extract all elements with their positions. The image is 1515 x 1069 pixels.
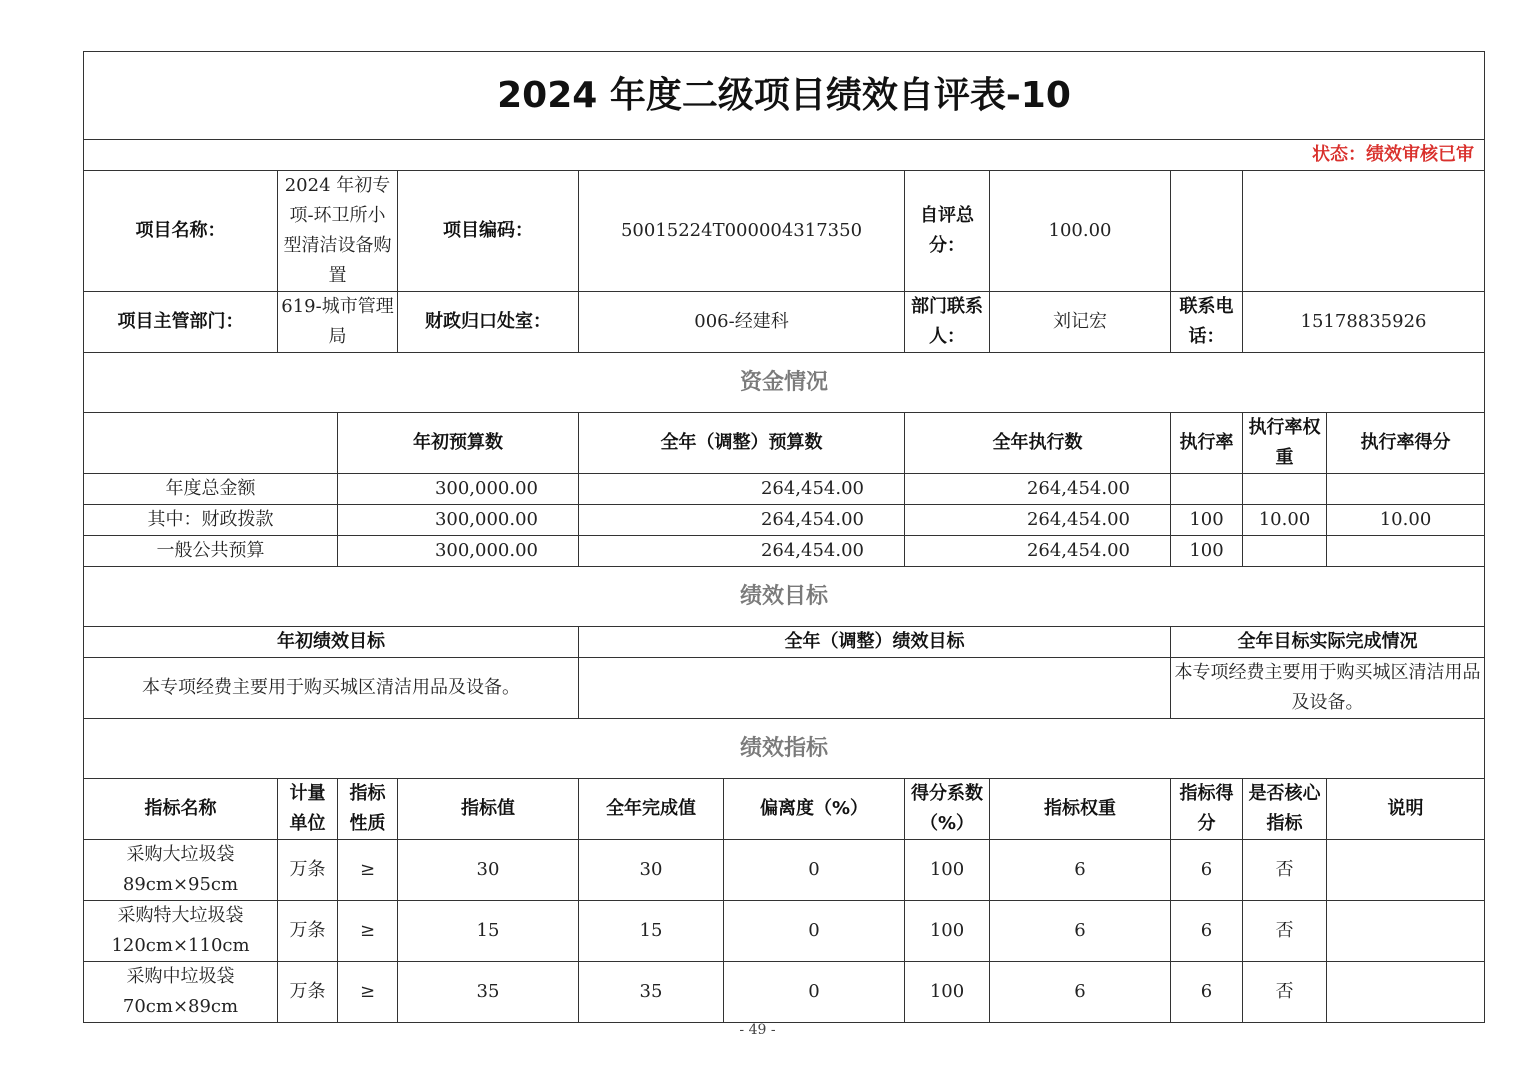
ind-score: 6 bbox=[1171, 962, 1243, 1023]
ind-coef: 100 bbox=[905, 840, 990, 901]
ind-unit: 万条 bbox=[278, 962, 338, 1023]
ind-weight: 6 bbox=[990, 840, 1171, 901]
ind-coef: 100 bbox=[905, 962, 990, 1023]
ind-header-unit: 计量单位 bbox=[278, 779, 338, 840]
ind-weight: 6 bbox=[990, 962, 1171, 1023]
ind-actual: 35 bbox=[579, 962, 724, 1023]
ind-target: 30 bbox=[398, 840, 579, 901]
ind-header-note: 说明 bbox=[1327, 779, 1485, 840]
funds-executed: 264,454.00 bbox=[905, 505, 1171, 536]
ind-nature: ≥ bbox=[338, 840, 398, 901]
funds-weight bbox=[1243, 474, 1327, 505]
status-text: 状态：绩效审核已审 bbox=[84, 140, 1485, 171]
ind-header-coef: 得分系数（%） bbox=[905, 779, 990, 840]
funds-adjusted: 264,454.00 bbox=[579, 474, 905, 505]
funds-section-title: 资金情况 bbox=[84, 353, 1485, 413]
ind-header-score: 指标得分 bbox=[1171, 779, 1243, 840]
indicator-row bbox=[84, 840, 1485, 901]
empty-cell bbox=[1243, 171, 1485, 292]
funds-header-score: 执行率得分 bbox=[1327, 413, 1485, 474]
ind-score: 6 bbox=[1171, 840, 1243, 901]
ind-target: 15 bbox=[398, 901, 579, 962]
ind-weight: 6 bbox=[990, 901, 1171, 962]
ind-nature: ≥ bbox=[338, 962, 398, 1023]
ind-deviation: 0 bbox=[724, 901, 905, 962]
project-name-label: 项目名称： bbox=[84, 171, 278, 292]
ind-unit: 万条 bbox=[278, 840, 338, 901]
funds-adjusted: 264,454.00 bbox=[579, 505, 905, 536]
dept-label: 项目主管部门： bbox=[84, 292, 278, 353]
self-score-label: 自评总分： bbox=[905, 171, 990, 292]
ind-deviation: 0 bbox=[724, 962, 905, 1023]
funds-initial: 300,000.00 bbox=[338, 474, 579, 505]
goals-actual-text: 本专项经费主要用于购买城区清洁用品及设备。 bbox=[1171, 658, 1485, 719]
ind-core: 否 bbox=[1243, 901, 1327, 962]
ind-target: 35 bbox=[398, 962, 579, 1023]
phone-label: 联系电话： bbox=[1171, 292, 1243, 353]
goals-initial-text: 本专项经费主要用于购买城区清洁用品及设备。 bbox=[84, 658, 579, 719]
funds-header-blank bbox=[84, 413, 338, 474]
indicator-row bbox=[84, 962, 1485, 1023]
ind-actual: 15 bbox=[579, 901, 724, 962]
ind-unit: 万条 bbox=[278, 901, 338, 962]
funds-row bbox=[84, 505, 1485, 536]
ind-header-nature: 指标性质 bbox=[338, 779, 398, 840]
funds-header-weight: 执行率权重 bbox=[1243, 413, 1327, 474]
funds-row bbox=[84, 536, 1485, 567]
ind-header-weight: 指标权重 bbox=[990, 779, 1171, 840]
phone-value: 15178835926 bbox=[1243, 292, 1485, 353]
goals-header-initial: 年初绩效目标 bbox=[84, 627, 579, 658]
ind-header-core: 是否核心指标 bbox=[1243, 779, 1327, 840]
ind-note bbox=[1327, 840, 1485, 901]
funds-executed: 264,454.00 bbox=[905, 536, 1171, 567]
goals-header-adjusted: 全年（调整）绩效目标 bbox=[579, 627, 1171, 658]
goals-header-actual: 全年目标实际完成情况 bbox=[1171, 627, 1485, 658]
funds-header-executed: 全年执行数 bbox=[905, 413, 1171, 474]
goals-section-title: 绩效目标 bbox=[84, 567, 1485, 627]
dept-value: 619-城市管理局 bbox=[278, 292, 398, 353]
funds-score: 10.00 bbox=[1327, 505, 1485, 536]
project-name-value: 2024 年初专项-环卫所小型清洁设备购置 bbox=[278, 171, 398, 292]
funds-initial: 300,000.00 bbox=[338, 505, 579, 536]
ind-core: 否 bbox=[1243, 962, 1327, 1023]
contact-value: 刘记宏 bbox=[990, 292, 1171, 353]
goals-adjusted-text bbox=[579, 658, 1171, 719]
funds-header-adjusted: 全年（调整）预算数 bbox=[579, 413, 905, 474]
ind-name: 采购中垃圾袋 70cm×89cm bbox=[84, 962, 278, 1023]
contact-label: 部门联系人： bbox=[905, 292, 990, 353]
ind-note bbox=[1327, 962, 1485, 1023]
ind-nature: ≥ bbox=[338, 901, 398, 962]
funds-weight bbox=[1243, 536, 1327, 567]
page-title: 2024 年度二级项目绩效自评表-10 bbox=[84, 52, 1485, 140]
funds-rate: 100 bbox=[1171, 505, 1243, 536]
funds-rate: 100 bbox=[1171, 536, 1243, 567]
evaluation-table bbox=[83, 51, 1485, 1023]
funds-executed: 264,454.00 bbox=[905, 474, 1171, 505]
funds-weight: 10.00 bbox=[1243, 505, 1327, 536]
ind-name: 采购大垃圾袋 89cm×95cm bbox=[84, 840, 278, 901]
funds-row-label: 一般公共预算 bbox=[84, 536, 338, 567]
finance-office-label: 财政归口处室： bbox=[398, 292, 579, 353]
ind-score: 6 bbox=[1171, 901, 1243, 962]
funds-score bbox=[1327, 474, 1485, 505]
funds-row-label: 其中：财政拨款 bbox=[84, 505, 338, 536]
ind-coef: 100 bbox=[905, 901, 990, 962]
funds-header-initial: 年初预算数 bbox=[338, 413, 579, 474]
empty-cell bbox=[1171, 171, 1243, 292]
funds-score bbox=[1327, 536, 1485, 567]
ind-core: 否 bbox=[1243, 840, 1327, 901]
funds-initial: 300,000.00 bbox=[338, 536, 579, 567]
ind-header-actual: 全年完成值 bbox=[579, 779, 724, 840]
indicator-row bbox=[84, 901, 1485, 962]
ind-header-target: 指标值 bbox=[398, 779, 579, 840]
funds-rate bbox=[1171, 474, 1243, 505]
funds-row-label: 年度总金额 bbox=[84, 474, 338, 505]
ind-header-name: 指标名称 bbox=[84, 779, 278, 840]
self-score-value: 100.00 bbox=[990, 171, 1171, 292]
page-number: - 49 - bbox=[739, 1022, 776, 1038]
ind-note bbox=[1327, 901, 1485, 962]
funds-adjusted: 264,454.00 bbox=[579, 536, 905, 567]
indicators-section-title: 绩效指标 bbox=[84, 719, 1485, 779]
funds-header-rate: 执行率 bbox=[1171, 413, 1243, 474]
ind-name: 采购特大垃圾袋 120cm×110cm bbox=[84, 901, 278, 962]
funds-row bbox=[84, 474, 1485, 505]
ind-deviation: 0 bbox=[724, 840, 905, 901]
project-code-label: 项目编码： bbox=[398, 171, 579, 292]
finance-office-value: 006-经建科 bbox=[579, 292, 905, 353]
project-code-value: 50015224T000004317350 bbox=[579, 171, 905, 292]
ind-actual: 30 bbox=[579, 840, 724, 901]
ind-header-deviation: 偏离度（%） bbox=[724, 779, 905, 840]
